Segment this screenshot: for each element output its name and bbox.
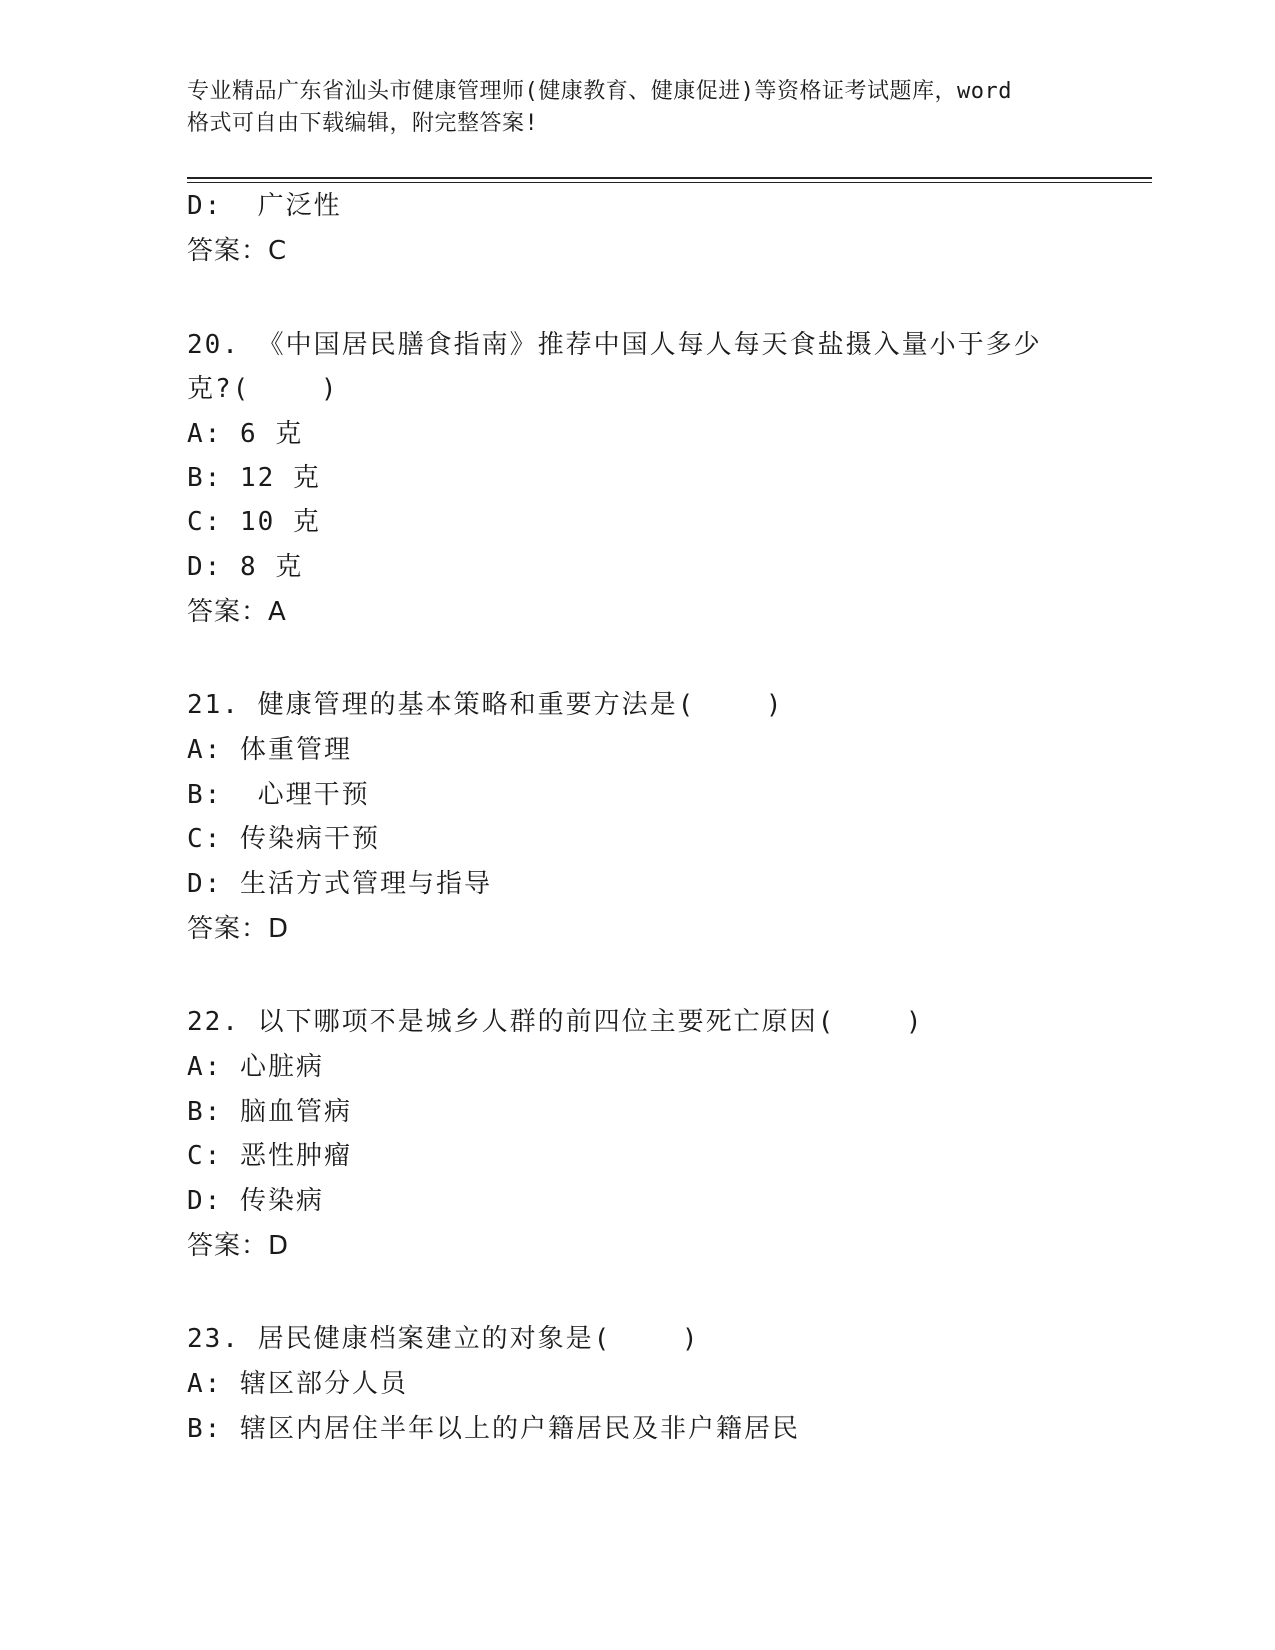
question-23-option-b: B: 辖区内居住半年以上的户籍居民及非户籍居民 xyxy=(187,1414,800,1444)
header-line-1: 专业精品广东省汕头市健康管理师(健康教育、健康促进)等资格证考试题库，word xyxy=(187,79,1012,104)
question-23-stem: 23. 居民健康档案建立的对象是( ) xyxy=(187,1324,700,1354)
question-21-option-b: B: 心理干预 xyxy=(187,780,370,810)
question-21-option-d: D: 生活方式管理与指导 xyxy=(187,869,492,899)
header-divider-thin xyxy=(187,182,1152,183)
question-20-option-c: C: 10 克 xyxy=(187,507,321,537)
question-21-option-a: A: 体重管理 xyxy=(187,735,352,765)
question-20-option-b: B: 12 克 xyxy=(187,463,321,493)
question-22-answer: 答案：D xyxy=(187,1231,290,1261)
prev-question-answer: 答案：C xyxy=(187,236,288,266)
header-line-2: 格式可自由下载编辑，附完整答案! xyxy=(187,111,539,136)
question-20-stem-line2: 克?( ) xyxy=(187,374,339,404)
question-21-stem: 21. 健康管理的基本策略和重要方法是( ) xyxy=(187,690,784,720)
question-20-stem-line1: 20. 《中国居民膳食指南》推荐中国人每人每天食盐摄入量小于多少 xyxy=(187,330,1042,360)
document-header xyxy=(187,76,1087,140)
question-21-answer: 答案：D xyxy=(187,914,290,944)
prev-question-option-d: D: 广泛性 xyxy=(187,191,342,221)
header-divider-thick xyxy=(187,177,1152,179)
question-23-option-a: A: 辖区部分人员 xyxy=(187,1369,408,1399)
question-22-option-d: D: 传染病 xyxy=(187,1186,324,1216)
question-21-option-c: C: 传染病干预 xyxy=(187,824,380,854)
question-22-option-c: C: 恶性肿瘤 xyxy=(187,1141,352,1171)
question-20-option-d: D: 8 克 xyxy=(187,552,304,582)
question-20-answer: 答案：A xyxy=(187,597,287,627)
question-22-stem: 22. 以下哪项不是城乡人群的前四位主要死亡原因( ) xyxy=(187,1007,924,1037)
question-22-option-b: B: 脑血管病 xyxy=(187,1097,352,1127)
question-20-option-a: A: 6 克 xyxy=(187,419,304,449)
question-22-option-a: A: 心脏病 xyxy=(187,1052,324,1082)
